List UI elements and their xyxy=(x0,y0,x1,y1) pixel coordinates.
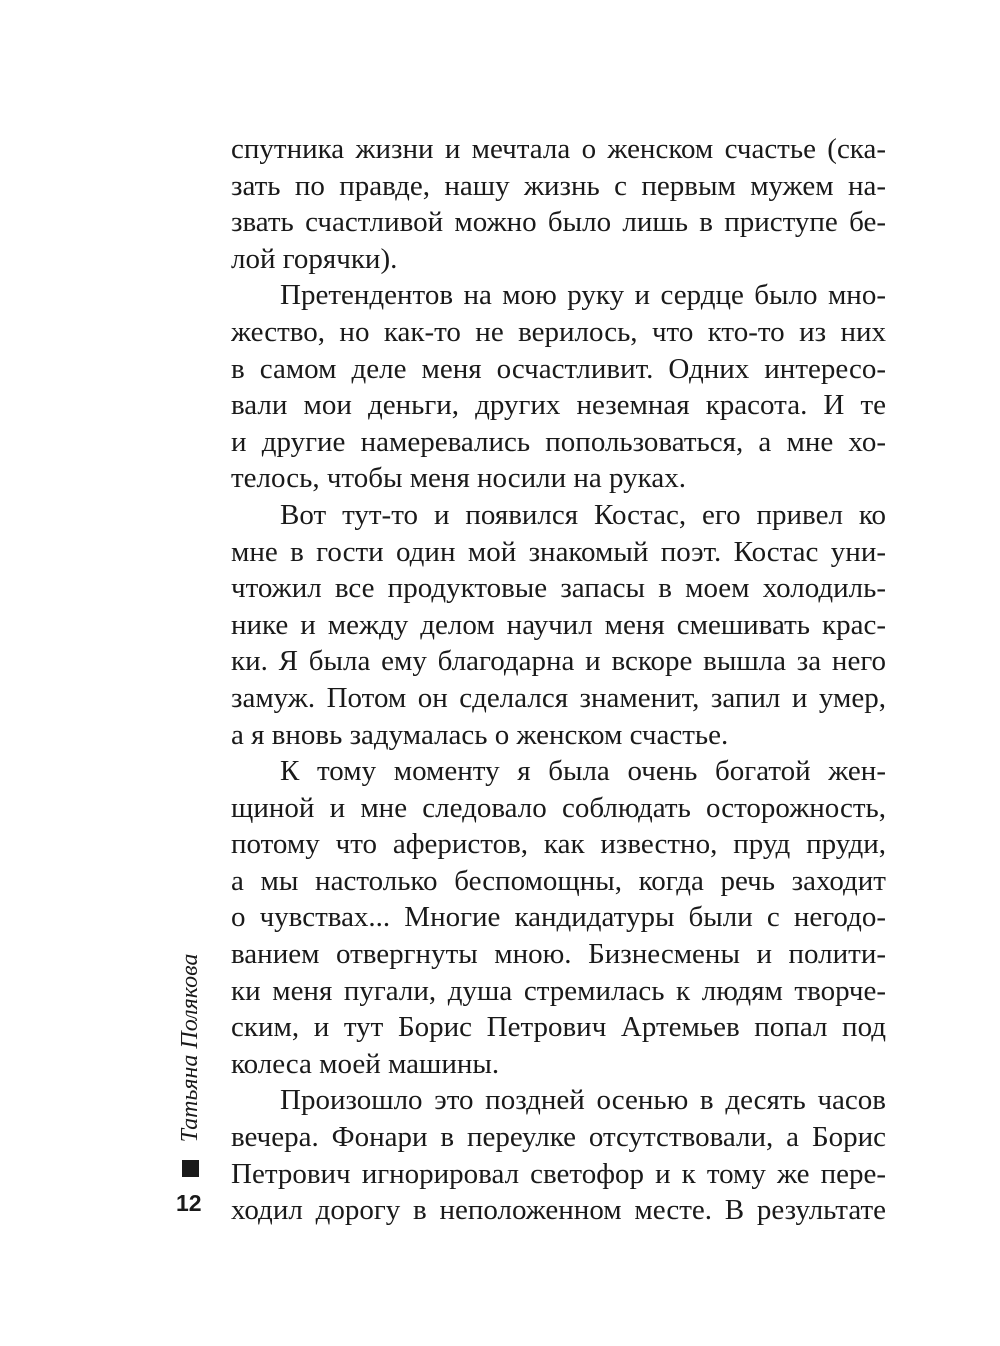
square-bullet-icon xyxy=(182,1160,199,1177)
text-line: замуж. Потом он сделался знаменит, запил и умер, xyxy=(231,681,886,714)
paragraph xyxy=(231,131,886,277)
text-line: Претендентов на мою руку и сердце было мно- xyxy=(280,279,886,312)
text-line: вечера. Фонари в переулке отсутствовали, а Борис xyxy=(231,1121,886,1154)
text-line: а я вновь задумалась о женском счастье. xyxy=(231,718,729,751)
text-line: потому что аферистов, как известно, пруд пруди, xyxy=(231,828,886,861)
text-line: в самом деле меня осчастливит. Одних интересо- xyxy=(231,352,886,385)
body-text xyxy=(231,131,886,1229)
text-line: колеса моей машины. xyxy=(231,1047,500,1080)
text-line: ванием отвергнуты мною. Бизнесмены и полити- xyxy=(231,938,886,971)
text-line: ки меня пугали, душа стремилась к людям творче- xyxy=(231,974,886,1007)
text-line: К тому моменту я была очень богатой жен- xyxy=(280,755,886,788)
paragraph xyxy=(231,277,886,497)
running-head xyxy=(172,948,208,1148)
text-line: Петрович игнорировал светофор и к тому же пере- xyxy=(231,1157,886,1190)
text-line: Вот тут-то и появился Костас, его привел ко xyxy=(280,498,886,531)
text-line: ки. Я была ему благодарна и вскоре вышла за него xyxy=(231,645,886,678)
text-line: ским, и тут Борис Петрович Артемьев попал под xyxy=(231,1011,886,1044)
paragraph xyxy=(231,753,886,1082)
text-line: зать по правде, нашу жизнь с первым мужем на- xyxy=(231,169,886,202)
text-line: Произошло это поздней осенью в десять часов xyxy=(280,1084,886,1117)
text-line: нике и между делом научил меня смешивать крас- xyxy=(231,608,886,641)
text-line: щиной и мне следовало соблюдать осторожность, xyxy=(231,791,886,824)
paragraph xyxy=(231,1082,886,1228)
text-line: и другие намеревались попользоваться, а мне хо- xyxy=(231,425,886,458)
running-head-author: Татьяна Полякова xyxy=(177,953,203,1143)
text-line: вали мои деньги, других неземная красота. И те xyxy=(231,389,886,422)
text-line: о чувствах... Многие кандидатуры были с негодо- xyxy=(231,901,886,934)
text-line: а мы настолько беспомощны, когда речь заходит xyxy=(231,864,886,897)
text-line: звать счастливой можно было лишь в приступе бе- xyxy=(231,206,886,239)
text-line: чтожил все продуктовые запасы в моем холодиль- xyxy=(231,572,886,605)
text-line: телось, чтобы меня носили на руках. xyxy=(231,462,686,495)
text-line: спутника жизни и мечтала о женском счастье (ска- xyxy=(231,133,886,165)
page-number: 12 xyxy=(176,1190,202,1216)
text-line: лой горячки). xyxy=(231,242,398,275)
text-line: мне в гости один мой знакомый поэт. Костас уни- xyxy=(231,535,886,568)
text-line: жество, но как-то не верилось, что кто-то из них xyxy=(231,315,886,348)
paragraph xyxy=(231,497,886,753)
text-line: ходил дорогу в неположенном месте. В результате xyxy=(231,1194,886,1227)
